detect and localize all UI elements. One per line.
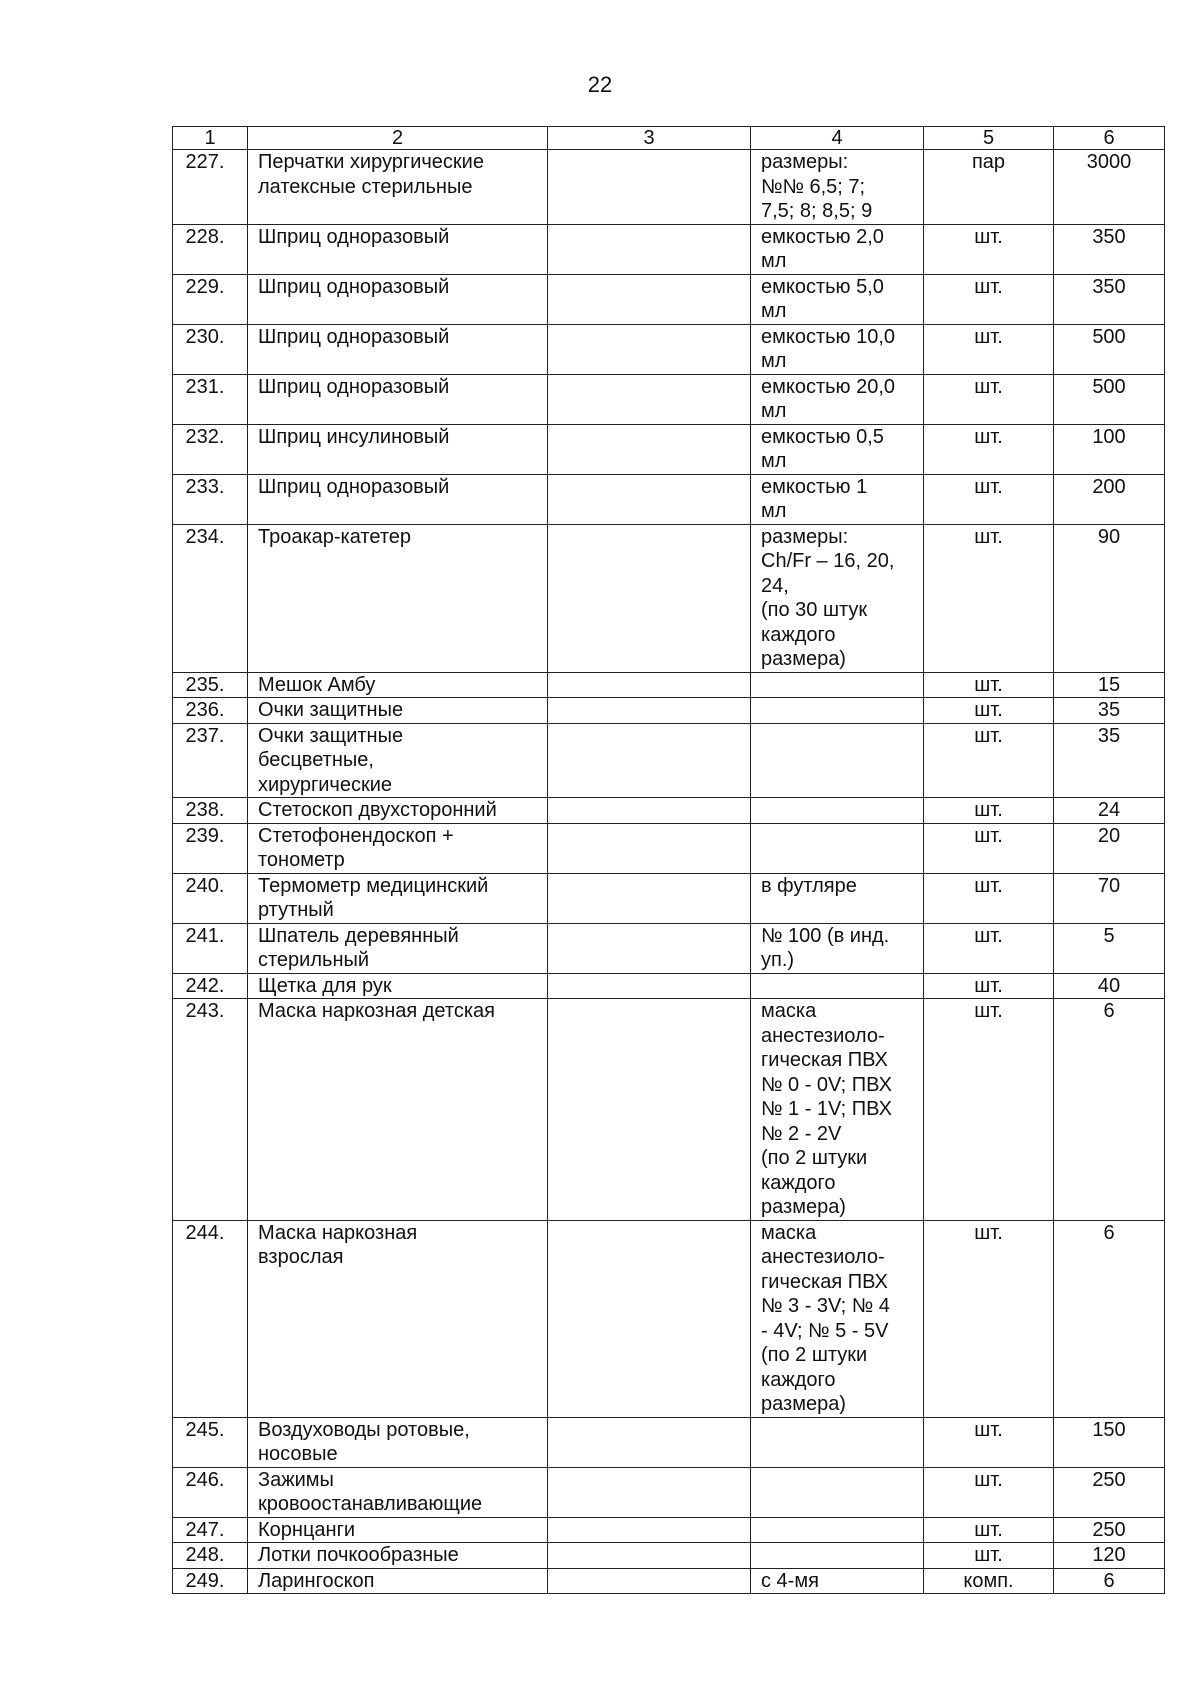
row-number-cell: 229. — [173, 274, 248, 324]
details-cell: маска анестезиоло- гическая ПВХ № 0 - 0V; ПВХ № 1 - 1V; ПВХ № 2 - 2V (по 2 штуки каждого размера) — [751, 999, 924, 1221]
row-number-cell: 249. — [173, 1568, 248, 1594]
spec-cell — [548, 672, 751, 698]
quantity-cell: 24 — [1054, 798, 1165, 824]
item-name-cell: Шприц одноразовый — [248, 374, 548, 424]
unit-cell: шт. — [924, 873, 1054, 923]
row-number-cell: 241. — [173, 923, 248, 973]
table-row — [173, 923, 1165, 973]
spec-cell — [548, 973, 751, 999]
table-row — [173, 798, 1165, 824]
spec-cell — [548, 723, 751, 798]
details-cell: маска анестезиоло- гическая ПВХ № 3 - 3V; № 4 - 4V; № 5 - 5V (по 2 штуки каждого размера) — [751, 1220, 924, 1417]
row-number-cell: 243. — [173, 999, 248, 1221]
column-header: 3 — [548, 127, 751, 150]
details-cell: с 4-мя — [751, 1568, 924, 1594]
item-name-cell: Стетофонендоскоп + тонометр — [248, 823, 548, 873]
row-number-cell: 247. — [173, 1517, 248, 1543]
details-cell — [751, 1517, 924, 1543]
spec-cell — [548, 1543, 751, 1569]
spec-cell — [548, 1517, 751, 1543]
quantity-cell: 250 — [1054, 1467, 1165, 1517]
item-name-cell: Маска наркозная взрослая — [248, 1220, 548, 1417]
item-name-cell: Термометр медицинский ртутный — [248, 873, 548, 923]
unit-cell: шт. — [924, 374, 1054, 424]
unit-cell: шт. — [924, 224, 1054, 274]
quantity-cell: 15 — [1054, 672, 1165, 698]
spec-cell — [548, 374, 751, 424]
column-header: 6 — [1054, 127, 1165, 150]
table-row — [173, 274, 1165, 324]
table-row — [173, 324, 1165, 374]
table-row — [173, 999, 1165, 1221]
spec-cell — [548, 1220, 751, 1417]
row-number-cell: 233. — [173, 474, 248, 524]
details-cell: размеры: №№ 6,5; 7; 7,5; 8; 8,5; 9 — [751, 150, 924, 225]
row-number-cell: 232. — [173, 424, 248, 474]
row-number-cell: 235. — [173, 672, 248, 698]
table-row — [173, 1568, 1165, 1594]
item-name-cell: Щетка для рук — [248, 973, 548, 999]
unit-cell: шт. — [924, 672, 1054, 698]
spec-cell — [548, 424, 751, 474]
quantity-cell: 350 — [1054, 274, 1165, 324]
quantity-cell: 70 — [1054, 873, 1165, 923]
table-row — [173, 424, 1165, 474]
quantity-cell: 3000 — [1054, 150, 1165, 225]
row-number-cell: 228. — [173, 224, 248, 274]
spec-cell — [548, 923, 751, 973]
spec-cell — [548, 524, 751, 672]
row-number-cell: 242. — [173, 973, 248, 999]
row-number-cell: 237. — [173, 723, 248, 798]
details-cell: № 100 (в инд. уп.) — [751, 923, 924, 973]
table-row — [173, 973, 1165, 999]
quantity-cell: 5 — [1054, 923, 1165, 973]
quantity-cell: 90 — [1054, 524, 1165, 672]
unit-cell: шт. — [924, 698, 1054, 724]
item-name-cell: Шприц одноразовый — [248, 274, 548, 324]
unit-cell: шт. — [924, 274, 1054, 324]
item-name-cell: Маска наркозная детская — [248, 999, 548, 1221]
spec-cell — [548, 698, 751, 724]
unit-cell: шт. — [924, 798, 1054, 824]
row-number-cell: 230. — [173, 324, 248, 374]
spec-cell — [548, 798, 751, 824]
column-header: 2 — [248, 127, 548, 150]
table-row — [173, 1543, 1165, 1569]
details-cell: емкостью 10,0 мл — [751, 324, 924, 374]
quantity-cell: 35 — [1054, 698, 1165, 724]
details-cell: емкостью 2,0 мл — [751, 224, 924, 274]
quantity-cell: 40 — [1054, 973, 1165, 999]
details-cell — [751, 672, 924, 698]
item-name-cell: Мешок Амбу — [248, 672, 548, 698]
details-cell: емкостью 0,5 мл — [751, 424, 924, 474]
details-cell — [751, 973, 924, 999]
table-row — [173, 723, 1165, 798]
quantity-cell: 500 — [1054, 374, 1165, 424]
unit-cell: шт. — [924, 999, 1054, 1221]
item-name-cell: Шпатель деревянный стерильный — [248, 923, 548, 973]
table-row — [173, 1467, 1165, 1517]
row-number-cell: 240. — [173, 873, 248, 923]
item-name-cell: Стетоскоп двухсторонний — [248, 798, 548, 824]
page-number: 22 — [587, 72, 613, 97]
unit-cell: шт. — [924, 1417, 1054, 1467]
equipment-table — [172, 126, 1165, 1594]
item-name-cell: Перчатки хирургические латексные стерильные — [248, 150, 548, 225]
table-row — [173, 1417, 1165, 1467]
item-name-cell: Воздуховоды ротовые, носовые — [248, 1417, 548, 1467]
table-row — [173, 224, 1165, 274]
unit-cell: шт. — [924, 524, 1054, 672]
table-row — [173, 150, 1165, 225]
unit-cell: шт. — [924, 923, 1054, 973]
spec-cell — [548, 274, 751, 324]
item-name-cell: Шприц одноразовый — [248, 224, 548, 274]
table-row — [173, 1517, 1165, 1543]
spec-cell — [548, 1568, 751, 1594]
quantity-cell: 500 — [1054, 324, 1165, 374]
unit-cell: шт. — [924, 1543, 1054, 1569]
table-body — [173, 127, 1165, 1594]
item-name-cell: Ларингоскоп — [248, 1568, 548, 1594]
table-row — [173, 474, 1165, 524]
row-number-cell: 227. — [173, 150, 248, 225]
details-cell: емкостью 1 мл — [751, 474, 924, 524]
quantity-cell: 20 — [1054, 823, 1165, 873]
spec-cell — [548, 823, 751, 873]
item-name-cell: Шприц одноразовый — [248, 474, 548, 524]
details-cell: емкостью 5,0 мл — [751, 274, 924, 324]
unit-cell: шт. — [924, 1220, 1054, 1417]
unit-cell: шт. — [924, 424, 1054, 474]
unit-cell: комп. — [924, 1568, 1054, 1594]
unit-cell: шт. — [924, 973, 1054, 999]
row-number-cell: 244. — [173, 1220, 248, 1417]
spec-cell — [548, 1417, 751, 1467]
spec-cell — [548, 324, 751, 374]
column-header: 5 — [924, 127, 1054, 150]
details-cell — [751, 823, 924, 873]
details-cell — [751, 723, 924, 798]
details-cell — [751, 698, 924, 724]
unit-cell: шт. — [924, 324, 1054, 374]
quantity-cell: 35 — [1054, 723, 1165, 798]
unit-cell: шт. — [924, 1517, 1054, 1543]
row-number-cell: 245. — [173, 1417, 248, 1467]
item-name-cell: Шприц инсулиновый — [248, 424, 548, 474]
spec-cell — [548, 873, 751, 923]
table-row — [173, 1220, 1165, 1417]
spec-cell — [548, 150, 751, 225]
table-row — [173, 823, 1165, 873]
row-number-cell: 238. — [173, 798, 248, 824]
details-cell — [751, 1417, 924, 1467]
table-row — [173, 672, 1165, 698]
spec-cell — [548, 474, 751, 524]
details-cell — [751, 1543, 924, 1569]
item-name-cell: Троакар-катетер — [248, 524, 548, 672]
item-name-cell: Лотки почкообразные — [248, 1543, 548, 1569]
quantity-cell: 6 — [1054, 1220, 1165, 1417]
quantity-cell: 250 — [1054, 1517, 1165, 1543]
details-cell: емкостью 20,0 мл — [751, 374, 924, 424]
row-number-cell: 231. — [173, 374, 248, 424]
details-cell: в футляре — [751, 873, 924, 923]
quantity-cell: 200 — [1054, 474, 1165, 524]
table-header-row — [173, 127, 1165, 150]
row-number-cell: 236. — [173, 698, 248, 724]
spec-cell — [548, 999, 751, 1221]
row-number-cell: 239. — [173, 823, 248, 873]
unit-cell: шт. — [924, 474, 1054, 524]
spec-cell — [548, 224, 751, 274]
column-header: 1 — [173, 127, 248, 150]
spec-cell — [548, 1467, 751, 1517]
quantity-cell: 6 — [1054, 1568, 1165, 1594]
row-number-cell: 234. — [173, 524, 248, 672]
unit-cell: шт. — [924, 723, 1054, 798]
unit-cell: пар — [924, 150, 1054, 225]
quantity-cell: 120 — [1054, 1543, 1165, 1569]
row-number-cell: 248. — [173, 1543, 248, 1569]
unit-cell: шт. — [924, 823, 1054, 873]
table-row — [173, 524, 1165, 672]
quantity-cell: 150 — [1054, 1417, 1165, 1467]
item-name-cell: Очки защитные бесцветные, хирургические — [248, 723, 548, 798]
details-cell — [751, 1467, 924, 1517]
item-name-cell: Корнцанги — [248, 1517, 548, 1543]
column-header: 4 — [751, 127, 924, 150]
row-number-cell: 246. — [173, 1467, 248, 1517]
quantity-cell: 100 — [1054, 424, 1165, 474]
item-name-cell: Зажимы кровоостанавливающие — [248, 1467, 548, 1517]
table-row — [173, 698, 1165, 724]
unit-cell: шт. — [924, 1467, 1054, 1517]
item-name-cell: Очки защитные — [248, 698, 548, 724]
details-cell — [751, 798, 924, 824]
item-name-cell: Шприц одноразовый — [248, 324, 548, 374]
table-row — [173, 374, 1165, 424]
quantity-cell: 350 — [1054, 224, 1165, 274]
details-cell: размеры: Ch/Fr – 16, 20, 24, (по 30 штук каждого размера) — [751, 524, 924, 672]
table-row — [173, 873, 1165, 923]
quantity-cell: 6 — [1054, 999, 1165, 1221]
